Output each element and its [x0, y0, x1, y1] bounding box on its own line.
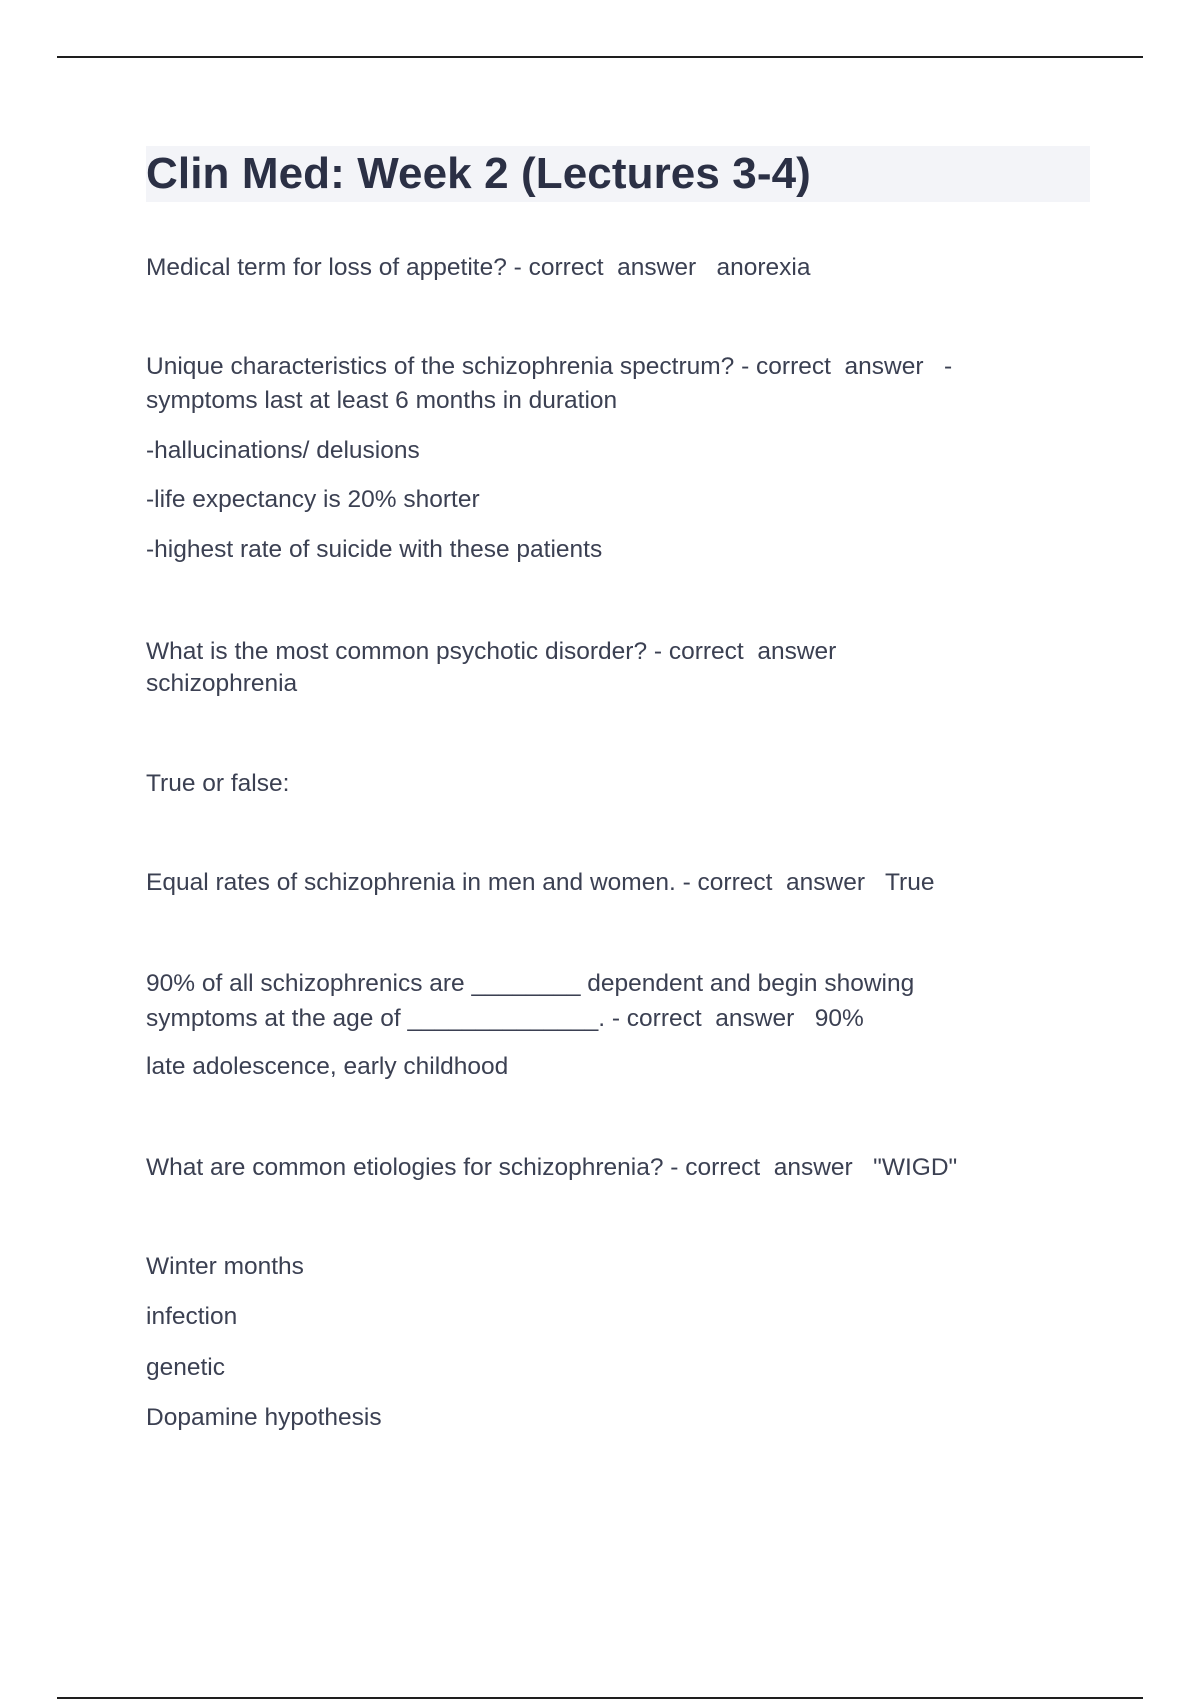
qa-line: infection — [146, 1303, 238, 1330]
document-body — [146, 146, 1090, 202]
qa-line: schizophrenia — [146, 670, 298, 697]
qa-line: genetic — [146, 1354, 226, 1381]
qa-line: 90% of all schizophrenics are ________ dependent and begin showing — [146, 970, 915, 997]
title-band — [146, 146, 1090, 202]
qa-line: Dopamine hypothesis — [146, 1404, 382, 1431]
bottom-rule — [57, 1697, 1143, 1699]
qa-line: What are common etiologies for schizophrenia? - correct answer "WIGD" — [146, 1154, 958, 1181]
qa-line: -hallucinations/ delusions — [146, 437, 420, 464]
qa-line: Equal rates of schizophrenia in men and women. - correct answer True — [146, 869, 935, 896]
qa-line: Unique characteristics of the schizophrenia spectrum? - correct answer - — [146, 353, 953, 380]
top-rule — [57, 56, 1143, 58]
qa-line: symptoms last at least 6 months in duration — [146, 387, 618, 414]
qa-line: True or false: — [146, 770, 290, 797]
qa-line: symptoms at the age of ______________. - correct answer 90% — [146, 1005, 864, 1032]
qa-line: Medical term for loss of appetite? - correct answer anorexia — [146, 254, 811, 281]
qa-line: late adolescence, early childhood — [146, 1053, 509, 1080]
qa-line: -life expectancy is 20% shorter — [146, 486, 480, 513]
page-title: Clin Med: Week 2 (Lectures 3-4) — [146, 149, 811, 198]
qa-line: What is the most common psychotic disorder? - correct answer — [146, 638, 837, 665]
qa-line: -highest rate of suicide with these patients — [146, 536, 603, 563]
qa-line: Winter months — [146, 1253, 304, 1280]
